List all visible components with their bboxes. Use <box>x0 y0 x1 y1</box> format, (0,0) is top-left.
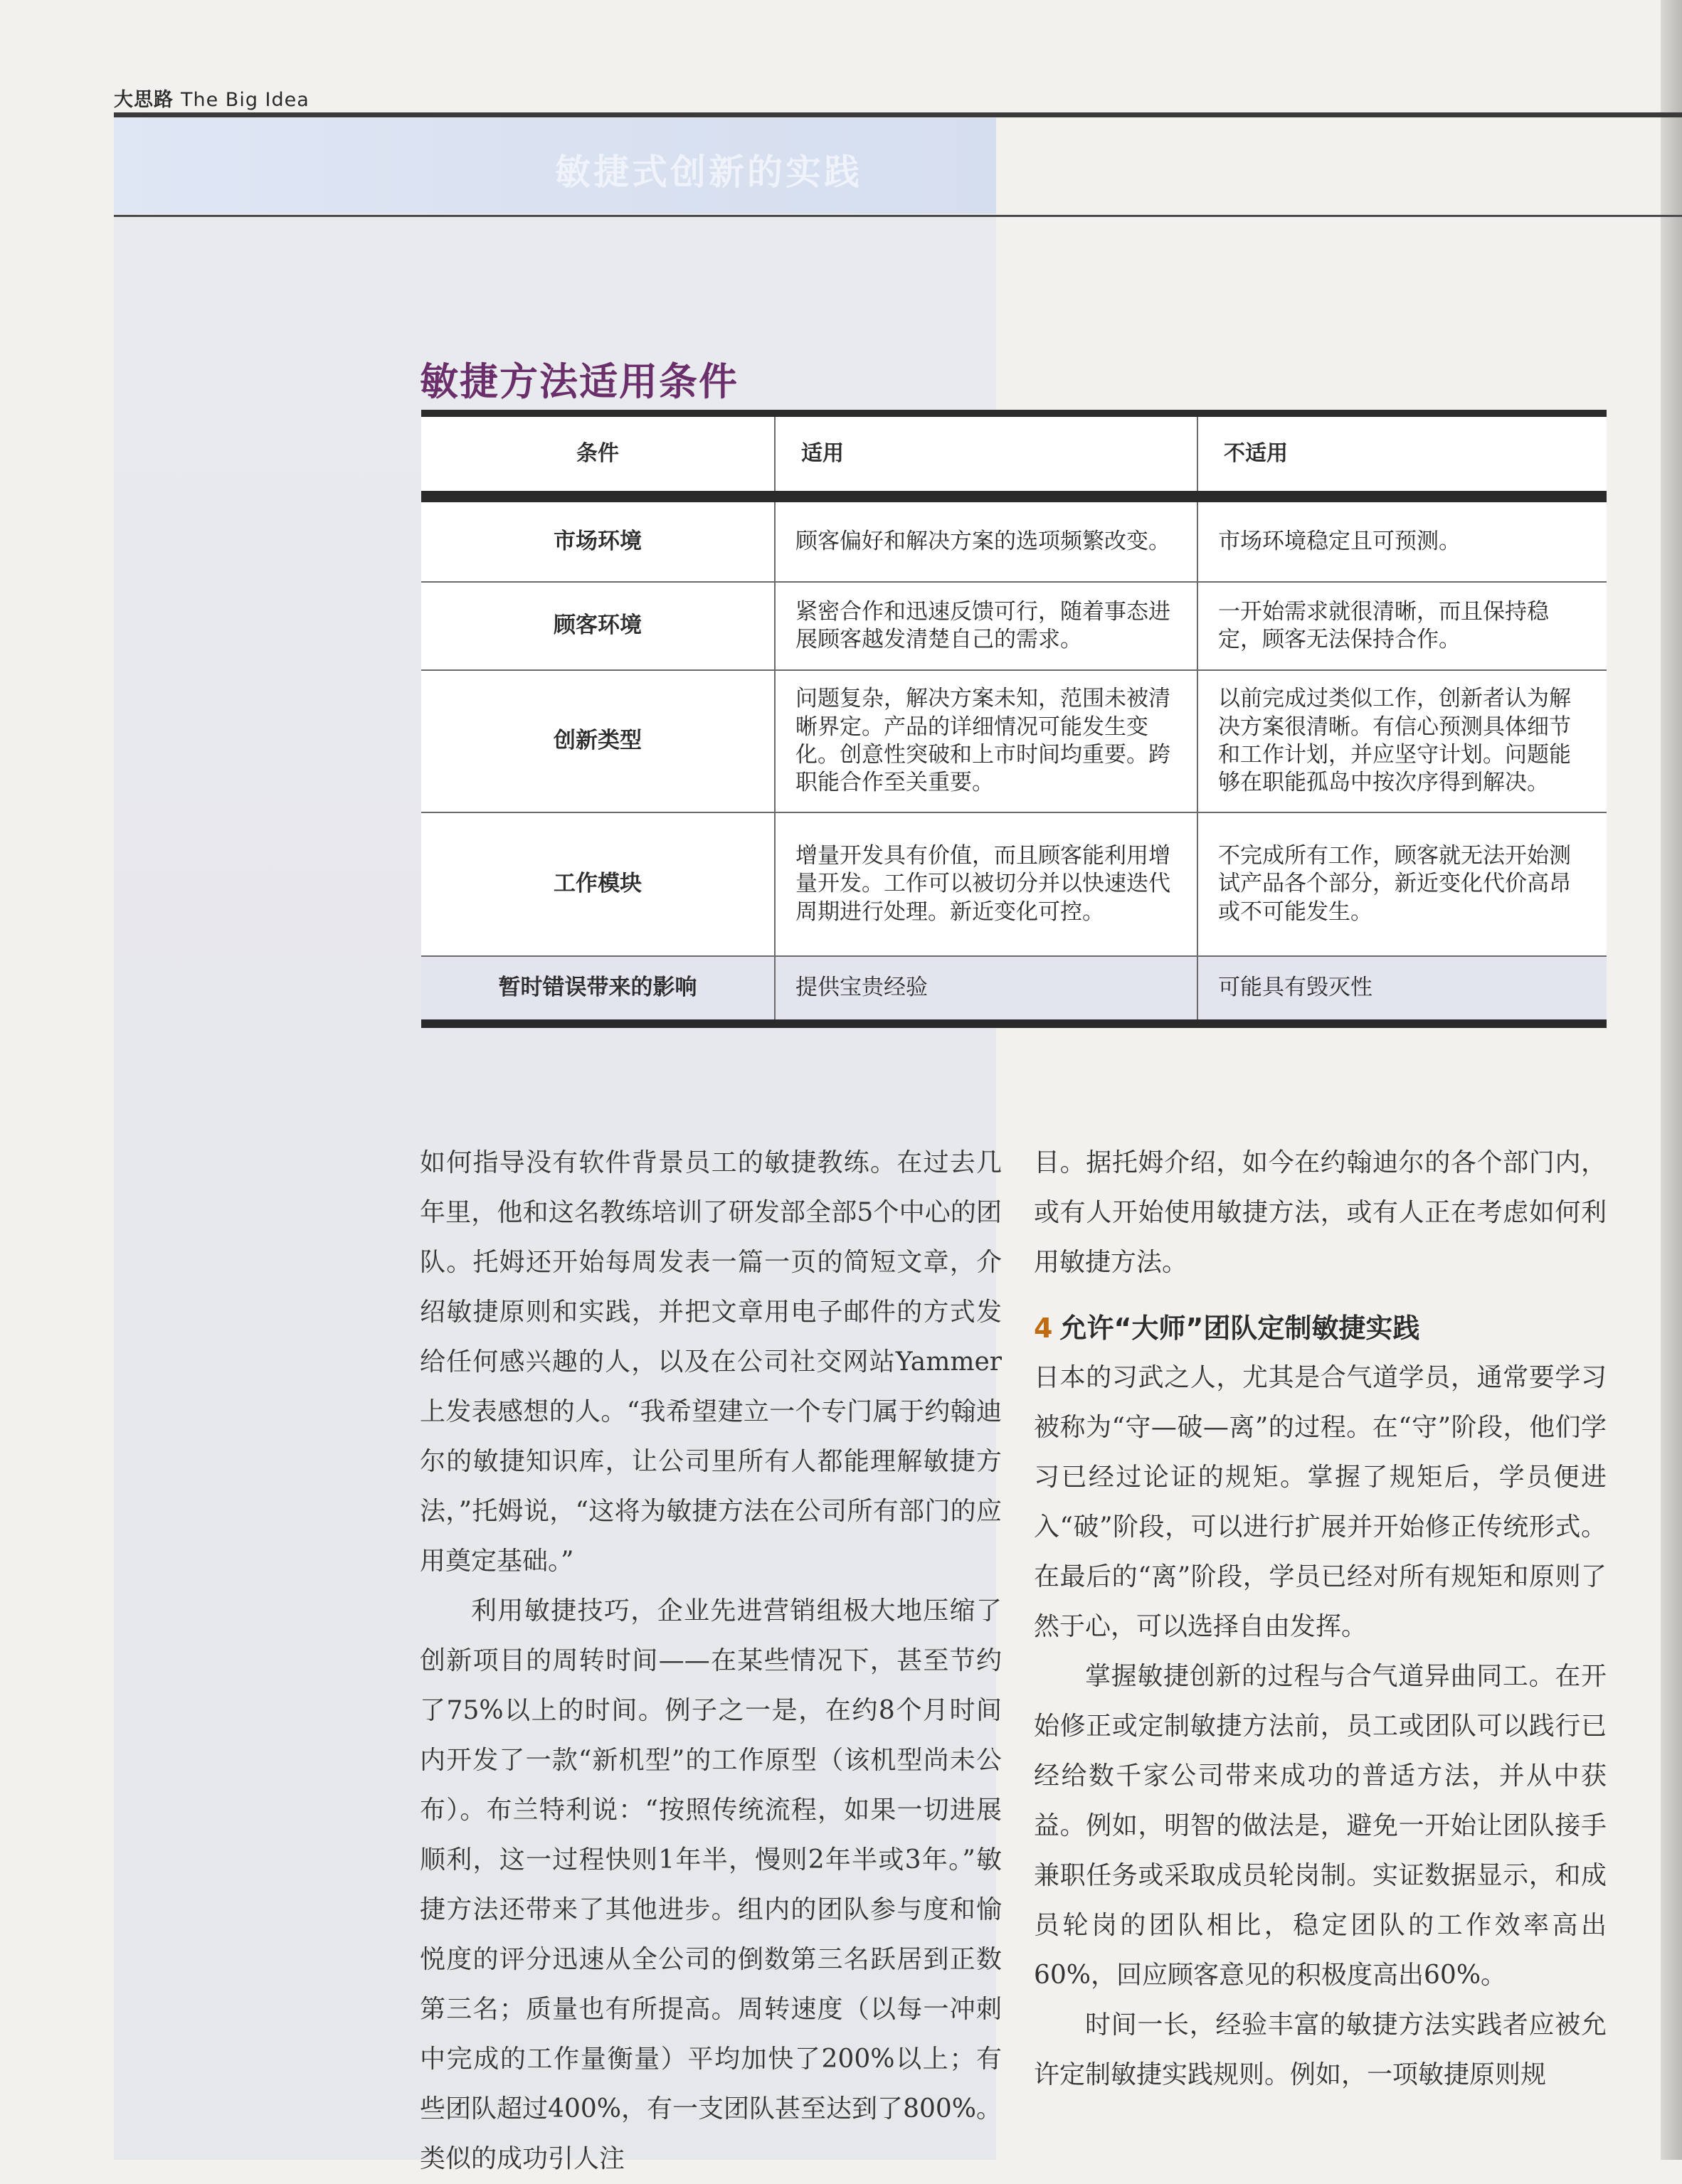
right-column <box>1034 1138 1607 2100</box>
section-header-en: The Big Idea <box>181 89 310 111</box>
row-unfit: 市场环境稳定且可预测。 <box>1197 497 1607 582</box>
row-label: 创新类型 <box>421 670 775 812</box>
section-title: 允许“大师”团队定制敏捷实践 <box>1059 1313 1420 1344</box>
row-unfit: 不完成所有工作，顾客就无法开始测试产品各个部分，新近变化代价高昂或不可能发生。 <box>1197 812 1607 956</box>
section-number: 4 <box>1034 1313 1053 1344</box>
second-rule <box>114 215 1682 217</box>
body-paragraph: 时间一长，经验丰富的敏捷方法实践者应被允许定制敏捷实践规则。例如，一项敏捷原则规 <box>1034 2010 1607 2089</box>
row-fit: 紧密合作和迅速反馈可行，随着事态进展顾客越发清楚自己的需求。 <box>775 582 1197 670</box>
table-row <box>421 670 1607 812</box>
table-row <box>421 497 1607 582</box>
row-label: 顾客环境 <box>421 582 775 670</box>
row-unfit: 以前完成过类似工作，创新者认为解决方案很清晰。有信心预测具体细节和工作计划，并应坚守计划。问题能够在职能孤岛中按次序得到解决。 <box>1197 670 1607 812</box>
row-unfit: 一开始需求就很清晰，而且保持稳定，顾客无法保持合作。 <box>1197 582 1607 670</box>
table-title: 敏捷方法适用条件 <box>420 359 739 404</box>
body-paragraph: 利用敏捷技巧，企业先进营销组极大地压缩了创新项目的周转时间——在某些情况下，甚至节约了75%以上的时间。例子之一是，在约8个月时间内开发了一款“新机型”的工作原型（该机型尚未公布）。布兰特利说：“按照传统流程，如果一切进展顺利，这一过程快则1年半，慢则2年半或3年。”敏捷方法还带来了其他进步。组内的团队参与度和愉悦度的评分迅速从全公司的倒数第三名跃居到正数第三名；质量也有所提高。周转速度（以每一冲刺中完成的工作量衡量）平均加快了200%以上；有些团队超过400%，有一支团队甚至达到了800%。类似的成功引人注 <box>420 1596 1002 2173</box>
table-row <box>421 956 1607 1024</box>
row-label: 暂时错误带来的影响 <box>421 956 775 1024</box>
section-header <box>114 84 310 112</box>
body-paragraph: 目。据托姆介绍，如今在约翰迪尔的各个部门内，或有人开始使用敏捷方法，或有人正在考虑如何利用敏捷方法。 <box>1034 1148 1607 1277</box>
faded-title: 敏捷式创新的实践 <box>555 152 862 193</box>
body-paragraph: 日本的习武之人，尤其是合气道学员，通常要学习被称为“守—破—离”的过程。在“守”阶段，他们学习已经过论证的规矩。掌握了规矩后，学员便进入“破”阶段，可以进行扩展并开始修正传统形式。在最后的“离”阶段，学员已经对所有规矩和原则了然于心，可以选择自由发挥。 <box>1034 1363 1607 1641</box>
top-rule <box>114 112 1682 117</box>
header-unfit: 不适用 <box>1197 413 1607 497</box>
table-row <box>421 582 1607 670</box>
row-fit: 问题复杂，解决方案未知，范围未被清晰界定。产品的详细情况可能发生变化。创意性突破和上市时间均重要。跨职能合作至关重要。 <box>775 670 1197 812</box>
row-fit: 顾客偏好和解决方案的选项频繁改变。 <box>775 497 1197 582</box>
row-unfit: 可能具有毁灭性 <box>1197 956 1607 1024</box>
header-condition: 条件 <box>421 413 775 497</box>
body-paragraph: 如何指导没有软件背景员工的敏捷教练。在过去几年里，他和这名教练培训了研发部全部5个中心的团队。托姆还开始每周发表一篇一页的简短文章，介绍敏捷原则和实践，并把文章用电子邮件的方式发给任何感兴趣的人，以及在公司社交网站Yammer上发表感想的人。“我希望建立一个专门属于约翰迪尔的敏捷知识库，让公司里所有人都能理解敏捷方法，”托姆说，“这将为敏捷方法在公司所有部门的应用奠定基础。” <box>420 1148 1002 1576</box>
header-fit: 适用 <box>775 413 1197 497</box>
row-fit: 增量开发具有价值，而且顾客能利用增量开发。工作可以被切分并以快速迭代周期进行处理。新近变化可控。 <box>775 812 1197 956</box>
section-heading <box>1034 1305 1607 1352</box>
title-band <box>114 118 996 213</box>
row-label: 市场环境 <box>421 497 775 582</box>
left-column <box>420 1138 1002 2184</box>
conditions-table <box>421 410 1607 1028</box>
table-header-row <box>421 413 1607 497</box>
body-paragraph: 掌握敏捷创新的过程与合气道异曲同工。在开始修正或定制敏捷方法前，员工或团队可以践行已经给数千家公司带来成功的普适方法，并从中获益。例如，明智的做法是，避免一开始让团队接手兼职任务或采取成员轮岗制。实证数据显示，和成员轮岗的团队相比，稳定团队的工作效率高出60%，回应顾客意见的积极度高出60%。 <box>1034 1662 1607 1990</box>
page-edge <box>1661 0 1682 2160</box>
table-row <box>421 812 1607 956</box>
section-header-cn: 大思路 <box>114 89 174 111</box>
row-label: 工作模块 <box>421 812 775 956</box>
row-fit: 提供宝贵经验 <box>775 956 1197 1024</box>
